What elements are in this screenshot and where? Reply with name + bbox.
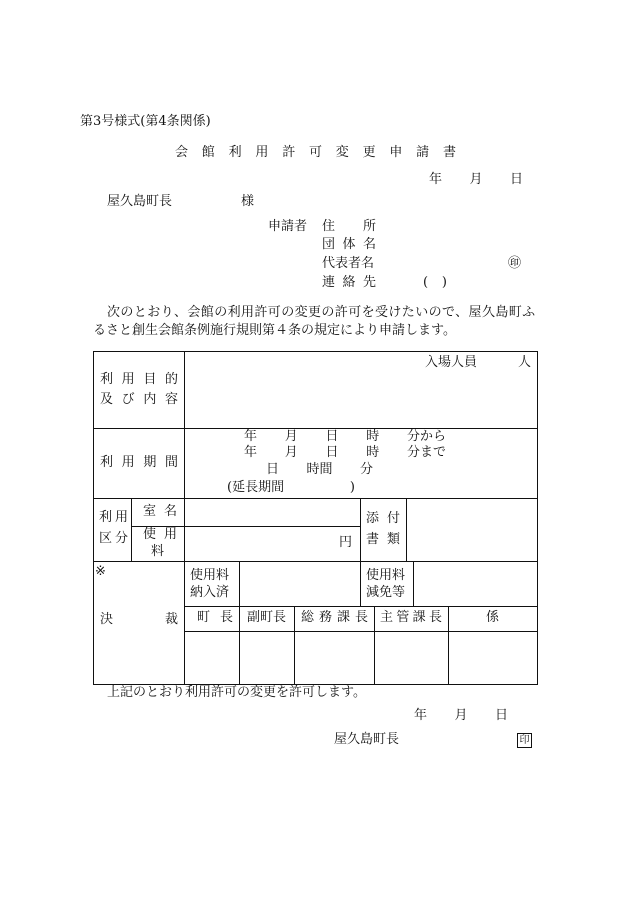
room-name-label: 室 名 xyxy=(143,504,177,519)
contact-parentheses: ( ) xyxy=(423,275,447,290)
form-number: 第3号様式(第4条関係) xyxy=(80,114,211,129)
approver-column-staff: 係 xyxy=(486,610,500,625)
fee-unit: 円 xyxy=(339,535,353,550)
fee-reduction-label: 減免等 xyxy=(366,585,406,600)
applicant-label: 申請者 xyxy=(268,219,308,234)
usage-fee-label: 使 用 xyxy=(143,527,177,542)
body-text-line: 次のとおり、会館の利用許可の変更の許可を受けたいので、屋久島町ふ xyxy=(107,305,536,320)
fee-paid-label: 使用料 xyxy=(190,568,230,583)
usage-fee-label: 料 xyxy=(151,544,165,559)
approver-column-mayor: 町 長 xyxy=(197,610,233,625)
contact-label: 連 絡 先 xyxy=(322,275,376,290)
period-from-line: 年 月 日 時 分から xyxy=(244,429,446,444)
approver-seal: 印 xyxy=(517,733,532,748)
usage-category-label: 区分 xyxy=(99,531,132,546)
body-text-line: るさと創生会館条例施行規則第４条の規定により申請します。 xyxy=(93,323,456,338)
approval-label: 決 裁 xyxy=(100,612,178,627)
office-use-mark: ※ xyxy=(95,564,106,579)
fee-reduction-label: 使用料 xyxy=(366,568,406,583)
addressee-name: 屋久島町長 xyxy=(107,194,173,209)
application-date: 年 月 日 xyxy=(429,172,523,187)
addressee-honorific: 様 xyxy=(241,194,255,209)
purpose-label: 利 用 目 的 xyxy=(100,372,178,387)
fee-paid-label: 納入済 xyxy=(190,585,230,600)
period-to-line: 年 月 日 時 分まで xyxy=(244,445,446,460)
approver-column-general-affairs-chief: 総 務 課 長 xyxy=(301,610,368,625)
organization-label: 団 体 名 xyxy=(322,237,376,252)
seal-mark: ㊞ xyxy=(508,256,522,271)
purpose-label: 及 び 内 容 xyxy=(100,392,178,407)
approver-column-supervising-chief: 主 管 課 長 xyxy=(380,610,442,625)
approval-date: 年 月 日 xyxy=(414,708,508,723)
period-extension-line: (延長期間 ) xyxy=(227,480,355,495)
attachments-label: 書 類 xyxy=(366,532,400,547)
representative-label: 代表者名 xyxy=(322,256,375,271)
attachments-label: 添 付 xyxy=(366,511,400,526)
attendance-label: 入場人員 xyxy=(425,355,478,370)
address-label: 住 所 xyxy=(322,219,376,234)
period-duration-line: 日 時間 分 xyxy=(266,462,373,477)
attendance-unit: 人 xyxy=(518,355,532,370)
approval-statement: 上記のとおり利用許可の変更を許可します。 xyxy=(107,685,366,700)
approver-column-deputy-mayor: 副町長 xyxy=(247,610,287,625)
approver-name: 屋久島町長 xyxy=(334,732,400,747)
period-label: 利 用 期 間 xyxy=(100,455,178,470)
usage-category-label: 利用 xyxy=(99,510,132,525)
form-title: 会 館 利 用 許 可 変 更 申 請 書 xyxy=(175,145,456,160)
